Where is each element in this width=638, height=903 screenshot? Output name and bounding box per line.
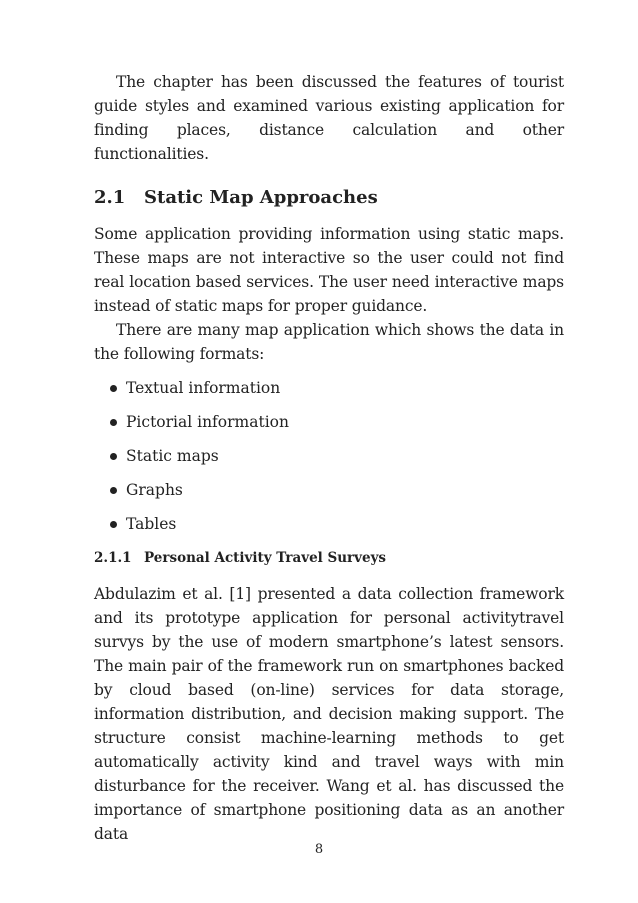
section-paragraph-2: There are many map application which shows the data in the following formats:	[94, 321, 564, 363]
page-number: 8	[314, 842, 324, 857]
subsection-number: 2.1.1	[94, 550, 132, 566]
section-heading	[94, 186, 564, 210]
list-item: Graphs	[94, 478, 564, 502]
bullet-icon	[110, 487, 117, 494]
section-number: 2.1	[94, 187, 126, 208]
bullet-icon	[110, 521, 117, 528]
list-item: Tables	[94, 512, 564, 536]
subsection-paragraph: Abdulazim et al. [1] presented a data collection framework and its prototype application for personal activitytravel survys by the use of modern smartphone’s latest sensors. The main pair of the framework run on smartphones backed by cloud based (on-line) services for data storage, information distribution, and decision making support. The structure consist machine-learning methods to get automatically activity kind and travel ways with min disturbance for the receiver. Wang et al. has discussed the importance of smartphone positioning data as an another data	[94, 585, 564, 843]
format-list	[94, 376, 564, 536]
section-paragraph-1: Some application providing information using static maps. These maps are not interactive so the user could not find real location based services. The user need interactive maps instead of static maps for proper guidance.	[94, 225, 564, 315]
subsection-heading	[94, 546, 564, 570]
section-title: Static Map Approaches	[144, 187, 378, 208]
bullet-icon	[110, 453, 117, 460]
bullet-icon	[110, 385, 117, 392]
bullet-icon	[110, 419, 117, 426]
intro-paragraph: The chapter has been discussed the features of tourist guide styles and examined various existing application for finding places, distance calculation and other functionalities.	[94, 73, 564, 163]
list-item: Pictorial information	[94, 410, 564, 434]
document-page	[94, 70, 564, 846]
subsection-title: Personal Activity Travel Surveys	[144, 550, 387, 566]
list-item: Textual information	[94, 376, 564, 400]
list-item: Static maps	[94, 444, 564, 468]
